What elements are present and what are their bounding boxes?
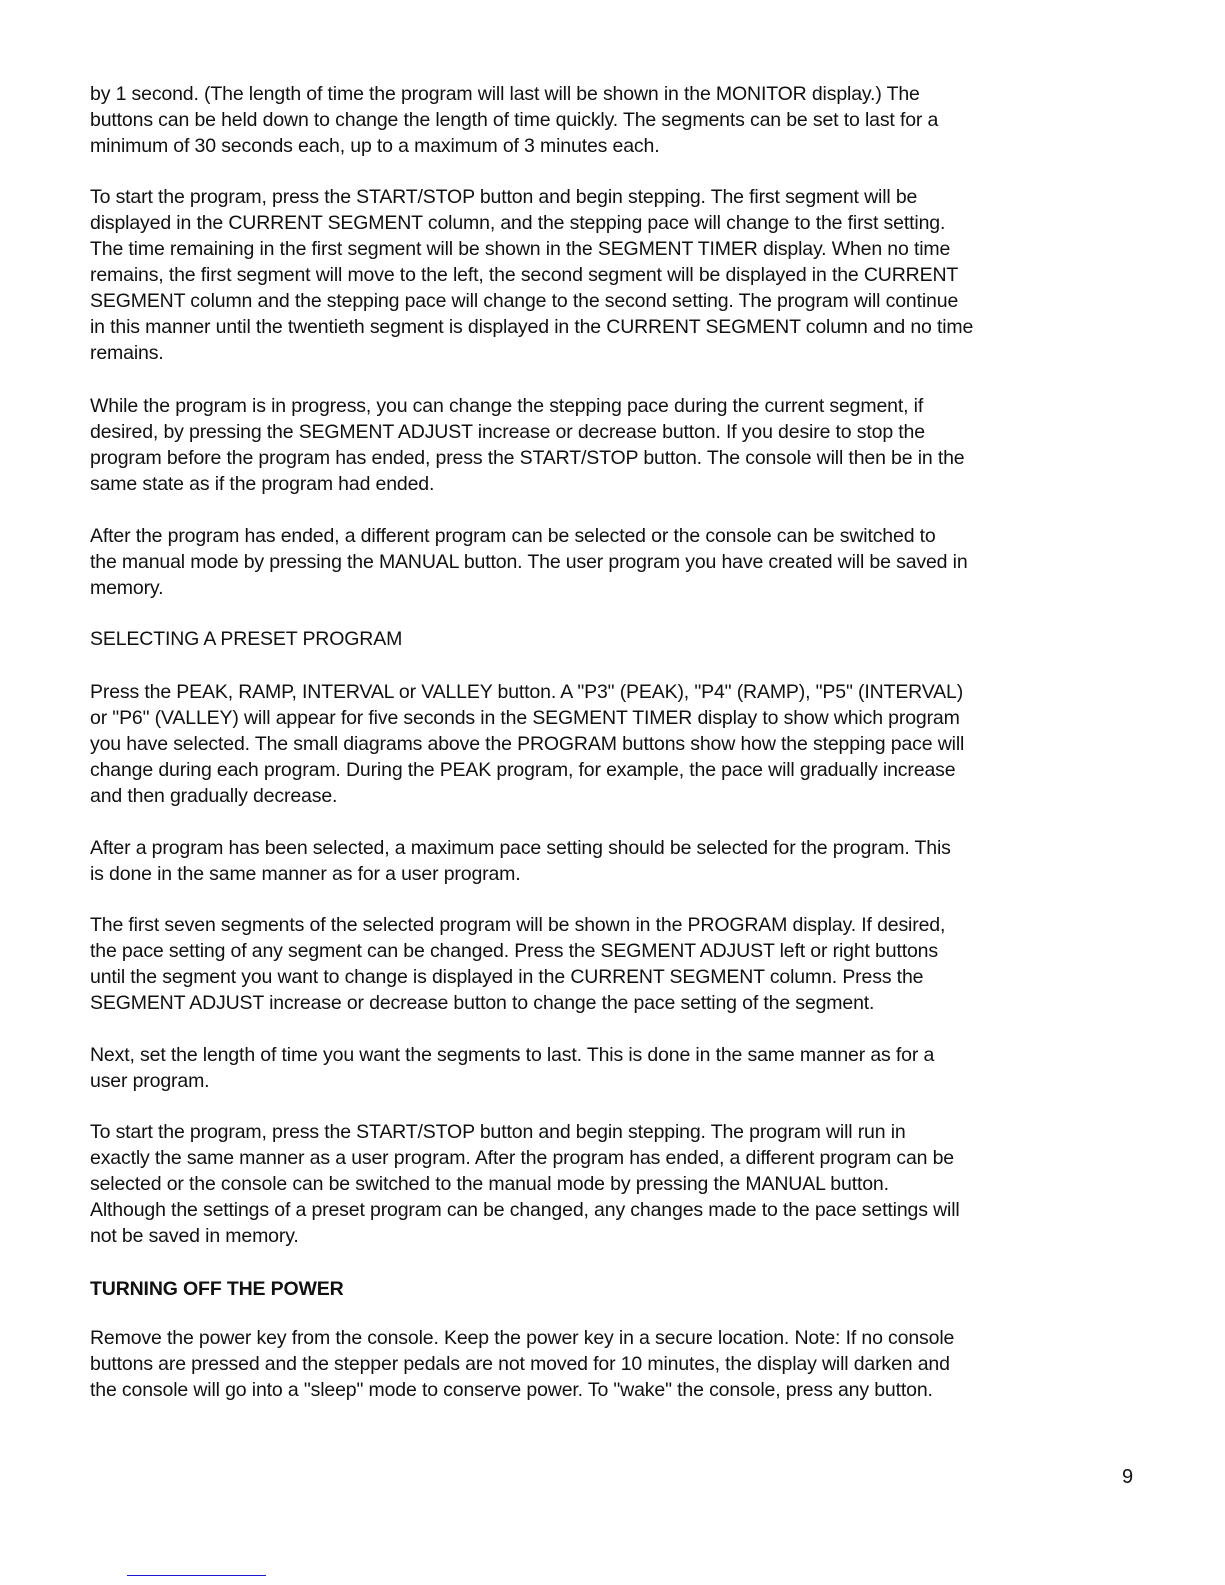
text-line: and then gradually decrease. <box>90 785 338 807</box>
text-line: After the program has ended, a different program can be selected or the console can be switched to <box>90 525 936 547</box>
text-line: displayed in the CURRENT SEGMENT column, and the stepping pace will change to the first setting. <box>90 212 946 234</box>
text-line: is done in the same manner as for a user program. <box>90 863 521 885</box>
text-line: program before the program has ended, press the START/STOP button. The console will then be in the <box>90 447 965 469</box>
text-line: After a program has been selected, a maximum pace setting should be selected for the program. This <box>90 837 951 859</box>
text-line: the pace setting of any segment can be changed. Press the SEGMENT ADJUST left or right buttons <box>90 940 938 962</box>
text-line: desired, by pressing the SEGMENT ADJUST increase or decrease button. If you desire to stop the <box>90 421 925 443</box>
text-line: remains, the first segment will move to the left, the second segment will be displayed in the CURRENT <box>90 264 959 286</box>
text-line: user program. <box>90 1070 210 1092</box>
text-line: Press the PEAK, RAMP, INTERVAL or VALLEY button. A "P3" (PEAK), "P4" (RAMP), "P5" (INTERVAL) <box>90 681 964 703</box>
text-line: To start the program, press the START/STOP button and begin stepping. The program will run in <box>90 1121 906 1143</box>
footer-rule <box>127 1575 266 1576</box>
text-line: selected or the console can be switched to the manual mode by pressing the MANUAL button. <box>90 1173 889 1195</box>
text-line: While the program is in progress, you can change the stepping pace during the current segment, if <box>90 395 924 417</box>
text-line: minimum of 30 seconds each, up to a maximum of 3 minutes each. <box>90 135 660 157</box>
text-line: buttons are pressed and the stepper pedals are not moved for 10 minutes, the display will darken and <box>90 1353 950 1375</box>
section-heading-preset-program: SELECTING A PRESET PROGRAM <box>90 628 403 650</box>
text-line: until the segment you want to change is displayed in the CURRENT SEGMENT column. Press the <box>90 966 924 988</box>
text-line: in this manner until the twentieth segment is displayed in the CURRENT SEGMENT column and no time <box>90 316 974 338</box>
text-line: Although the settings of a preset program can be changed, any changes made to the pace settings will <box>90 1199 960 1221</box>
text-line: Next, set the length of time you want the segments to last. This is done in the same manner as for a <box>90 1044 935 1066</box>
text-line: SEGMENT column and the stepping pace will change to the second setting. The program will continue <box>90 290 959 312</box>
text-line: The first seven segments of the selected program will be shown in the PROGRAM display. If desired, <box>90 914 946 936</box>
text-line: remains. <box>90 342 164 364</box>
text-line: same state as if the program had ended. <box>90 473 435 495</box>
text-line: not be saved in memory. <box>90 1225 299 1247</box>
text-line: Remove the power key from the console. Keep the power key in a secure location. Note: If no console <box>90 1327 955 1349</box>
text-line: buttons can be held down to change the length of time quickly. The segments can be set to last for a <box>90 109 939 131</box>
text-line: memory. <box>90 577 164 599</box>
page-number: 9 <box>1122 1466 1134 1488</box>
text-line: by 1 second. (The length of time the program will last will be shown in the MONITOR display.) The <box>90 83 920 105</box>
text-line: change during each program. During the PEAK program, for example, the pace will gradually increase <box>90 759 956 781</box>
text-line: exactly the same manner as a user program. After the program has ended, a different program can be <box>90 1147 955 1169</box>
text-line: or "P6" (VALLEY) will appear for five seconds in the SEGMENT TIMER display to show which program <box>90 707 960 729</box>
text-line: you have selected. The small diagrams above the PROGRAM buttons show how the stepping pace will <box>90 733 965 755</box>
text-line: the console will go into a "sleep" mode to conserve power. To "wake" the console, press any button. <box>90 1379 933 1401</box>
text-line: SEGMENT ADJUST increase or decrease button to change the pace setting of the segment. <box>90 992 875 1014</box>
text-line: the manual mode by pressing the MANUAL button. The user program you have created will be saved in <box>90 551 968 573</box>
text-line: To start the program, press the START/STOP button and begin stepping. The first segment will be <box>90 186 918 208</box>
text-line: The time remaining in the first segment will be shown in the SEGMENT TIMER display. When no time <box>90 238 951 260</box>
section-heading-turning-off-power: TURNING OFF THE POWER <box>90 1278 344 1300</box>
